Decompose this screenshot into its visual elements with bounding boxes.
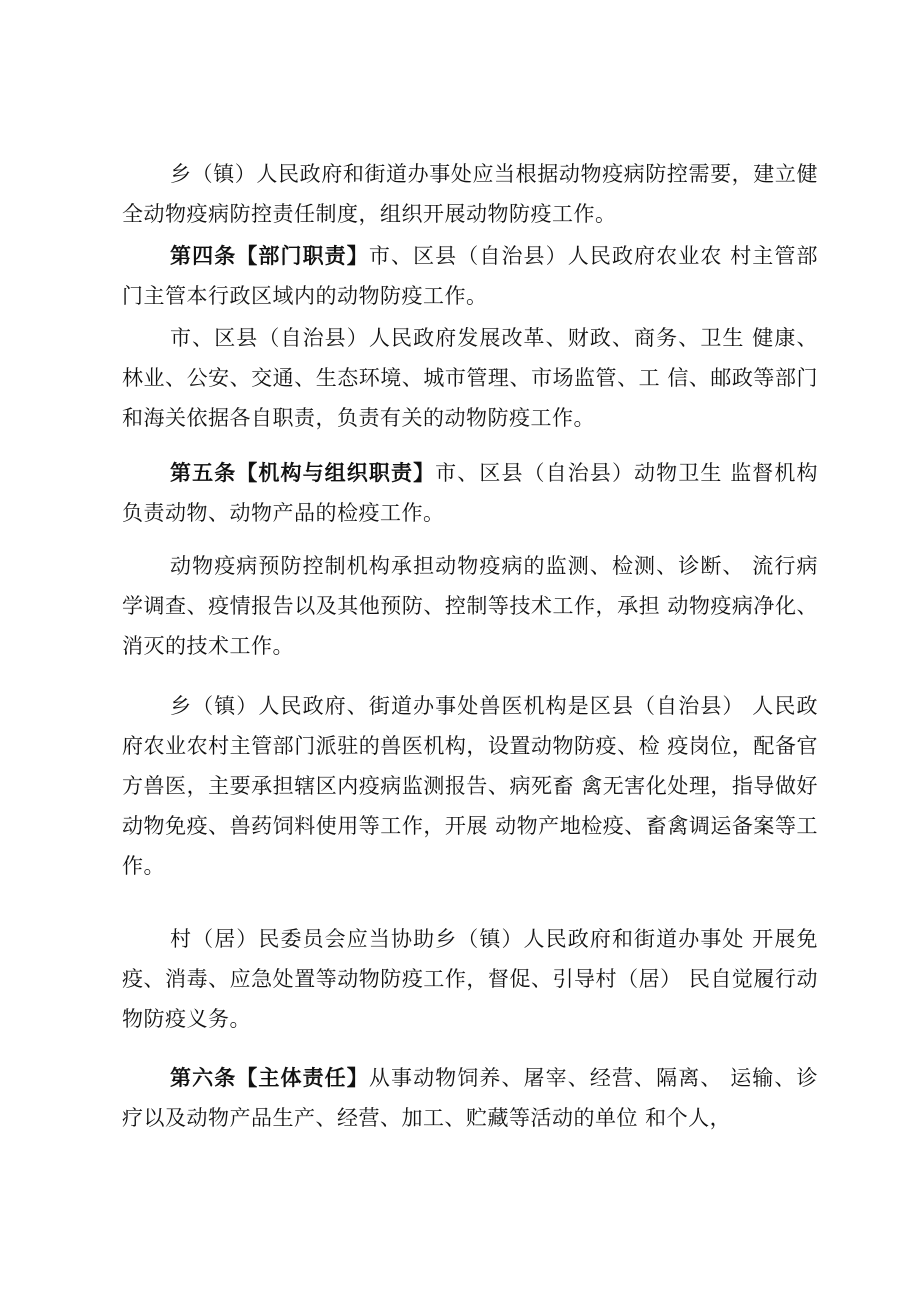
article-5-paragraph (122, 453, 818, 533)
paragraph-text: 市、区县（自治县）人民政府农业农 村主管部门主管本行政区域内的动物防疫工作。 (122, 244, 818, 308)
article-4-heading: 第四条【部门职责】 (170, 244, 369, 268)
paragraph-veterinary-agency (122, 686, 818, 886)
paragraph-disease-control-agency (122, 546, 818, 666)
paragraph-text: 乡（镇）人民政府、街道办事处兽医机构是区县（自治县） 人民政府农业农村主管部门派驻的兽医机构，设置动物防疫、检 疫岗位，配备官方兽医，主要承担辖区内疫病监测报告、病死畜 禽无害化处理，指导做好动物免疫、兽药饲料使用等工作，开展 动物产地检疫、畜禽调运备案等工作。 (122, 694, 818, 878)
paragraph-text: 市、区县（自治县）人民政府发展改革、财政、商务、卫生 健康、林业、公安、交通、生态环境、城市管理、市场监管、工 信、邮政等部门和海关依据各自职责，负责有关的动物防疫工作。 (122, 326, 818, 430)
paragraph-text: 动物疫病预防控制机构承担动物疫病的监测、检测、诊断、 流行病学调查、疫情报告以及其他预防、控制等技术工作，承担 动物疫病净化、消灭的技术工作。 (122, 554, 818, 658)
article-5-heading: 第五条【机构与组织职责】 (170, 461, 436, 485)
paragraph-text: 乡（镇）人民政府和街道办事处应当根据动物疫病防控需要，建立健全动物疫病防控责任制度，组织开展动物防疫工作。 (122, 162, 818, 226)
paragraph-department-duties (122, 318, 818, 438)
paragraph-township-duties (122, 154, 818, 234)
article-6-paragraph (122, 1058, 818, 1138)
paragraph-text: 从事动物饲养、屠宰、经营、隔离、 运输、诊疗以及动物产品生产、经营、加工、贮藏等活动的单位 和个人， (122, 1066, 818, 1130)
article-6-heading: 第六条【主体责任】 (170, 1066, 369, 1090)
article-4-paragraph (122, 236, 818, 316)
paragraph-text: 市、区县（自治县）动物卫生 监督机构负责动物、动物产品的检疫工作。 (122, 461, 818, 525)
paragraph-text: 村（居）民委员会应当协助乡（镇）人民政府和街道办事处 开展免疫、消毒、应急处置等动物防疫工作，督促、引导村（居） 民自觉履行动物防疫义务。 (122, 927, 818, 1031)
paragraph-village-committee (122, 919, 818, 1039)
